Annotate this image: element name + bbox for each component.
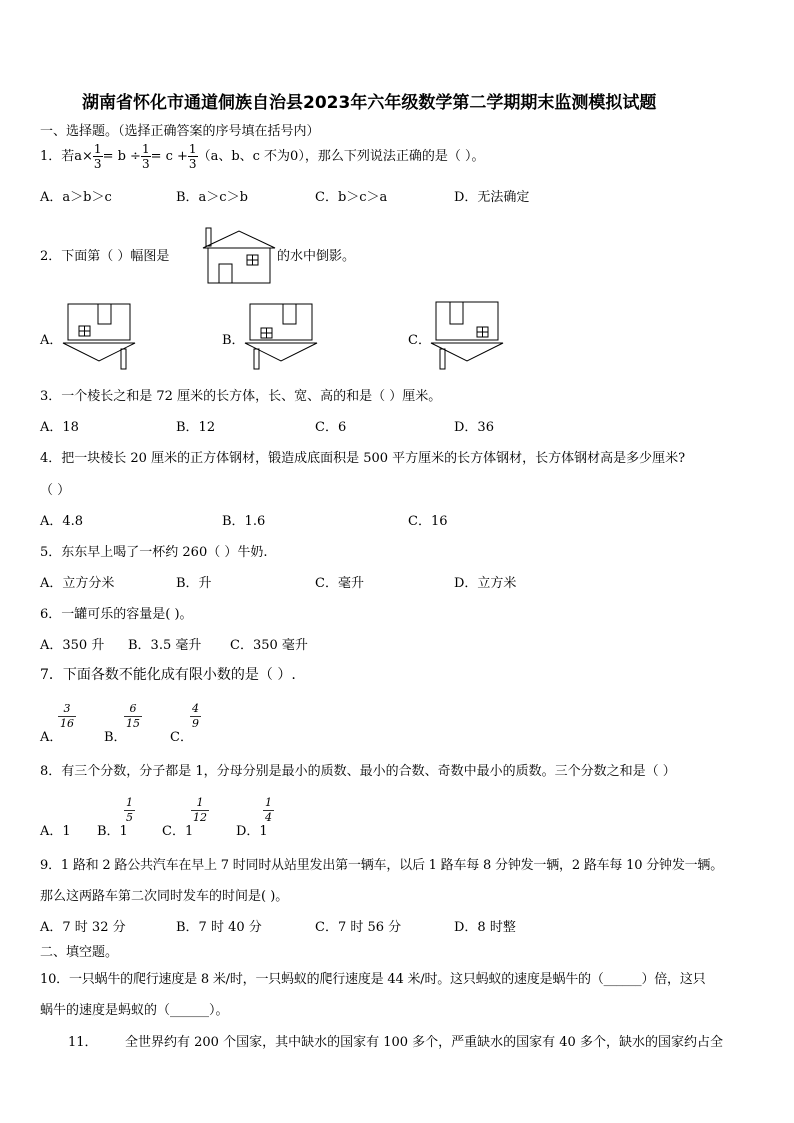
- question-5: 5．东东早上喝了一杯约 260（ ）牛奶.: [40, 545, 268, 560]
- option: D．8 时整: [454, 920, 516, 935]
- question-4: 4．把一块棱长 20 厘米的正方体钢材，锻造成底面积是 500 平方厘米的长方体钢材，长方体钢材高是多少厘米?: [40, 451, 686, 466]
- fraction: 1 5: [126, 796, 133, 824]
- question-7: 7．下面各数不能化成有限小数的是（ ）.: [40, 667, 296, 683]
- option: C．1: [162, 824, 194, 839]
- option: C．350 毫升: [230, 638, 308, 653]
- fraction: 1 12: [193, 796, 207, 824]
- question-6: 6．一罐可乐的容量是( )。: [40, 607, 193, 622]
- option: D．1: [236, 824, 268, 839]
- option: A．: [40, 730, 63, 745]
- option: D．36: [454, 420, 494, 435]
- option: C．毫升: [315, 576, 364, 591]
- question-3: 3．一个棱长之和是 72 厘米的长方体，长、宽、高的和是（ ）厘米。: [40, 389, 442, 404]
- answer-parentheses: （ ）: [40, 483, 71, 498]
- fraction: $\frac{1}{3}$: [141, 142, 150, 171]
- section-heading: 二、填空题。: [40, 945, 119, 960]
- question-10-line2: 蜗牛的速度是蚂蚁的（______）。: [40, 1003, 229, 1018]
- option: B．: [222, 333, 245, 348]
- option: C．7 时 56 分: [315, 920, 402, 935]
- option: B．12: [176, 420, 216, 435]
- reflection-figure-a: [63, 304, 135, 370]
- fraction: $\frac{1}{3}$: [188, 142, 197, 171]
- option: A．1: [40, 824, 71, 839]
- option: C．: [170, 730, 193, 745]
- fraction: 6 15: [126, 702, 140, 730]
- section-heading: 一、选择题。（选择正确答案的序号填在括号内）: [40, 124, 320, 139]
- fraction: 1 4: [265, 796, 272, 824]
- option: B．1.6: [222, 514, 266, 529]
- question-2-post: 的水中倒影。: [277, 249, 356, 264]
- question-9-line2: 那么这两路车第二次同时发车的时间是( )。: [40, 889, 289, 904]
- option: A．a＞b＞c: [40, 190, 112, 205]
- option: A．4.8: [40, 514, 84, 529]
- option: C．6: [315, 420, 347, 435]
- option: B．1: [97, 824, 128, 839]
- option: B．升: [176, 576, 212, 591]
- fraction: 4 9: [192, 702, 199, 730]
- house-figure: [203, 228, 275, 284]
- question-11-number: 11．: [68, 1035, 98, 1050]
- reflection-figure-c: [431, 302, 503, 368]
- question-8: 8．有三个分数，分子都是 1，分母分别是最小的质数、最小的合数、奇数中最小的质数。三个分数之和是（ ）: [40, 764, 676, 779]
- option: C．: [408, 333, 431, 348]
- question-11: 全世界约有 200 个国家，其中缺水的国家有 100 多个，严重缺水的国家有 40 多个，缺水的国家约占全: [125, 1035, 723, 1050]
- option: A．立方分米: [40, 576, 115, 591]
- question-9-line1: 9．1 路和 2 路公共汽车在早上 7 时同时从站里发出第一辆车，以后 1 路车每 8 分钟发一辆，2 路车每 10 分钟发一辆。: [40, 858, 724, 873]
- option: B．3.5 毫升: [128, 638, 202, 653]
- option: A．350 升: [40, 638, 105, 653]
- option: C．16: [408, 514, 448, 529]
- option: A．: [40, 333, 63, 348]
- option: B．a＞c＞b: [176, 190, 248, 205]
- reflection-figure-b: [245, 304, 317, 370]
- option: D．无法确定: [454, 190, 530, 205]
- question-1: 1．若a× $\frac{1}{3}$ = b ÷ $\frac{1}{3}$ = c + $\frac{1}{3}$ （a、b、c 不为0），那么下列说法正确的是（ ）。: [40, 142, 485, 171]
- option: D．立方米: [454, 576, 517, 591]
- fraction: $\frac{1}{3}$: [93, 142, 102, 171]
- option: B．: [104, 730, 127, 745]
- option: A．18: [40, 420, 79, 435]
- option: A．7 时 32 分: [40, 920, 126, 935]
- question-2-pre: 2．下面第（ ）幅图是: [40, 249, 170, 264]
- option: B．7 时 40 分: [176, 920, 262, 935]
- fraction: 3 16: [60, 702, 74, 730]
- option: C．b＞c＞a: [315, 190, 388, 205]
- question-10-line1: 10．一只蜗牛的爬行速度是 8 米/时，一只蚂蚁的爬行速度是 44 米/时。这只蚂蚁的速度是蜗牛的（______）倍，这只: [40, 972, 706, 987]
- page-title: 湖南省怀化市通道侗族自治县2023年六年级数学第二学期期末监测模拟试题: [82, 93, 657, 113]
